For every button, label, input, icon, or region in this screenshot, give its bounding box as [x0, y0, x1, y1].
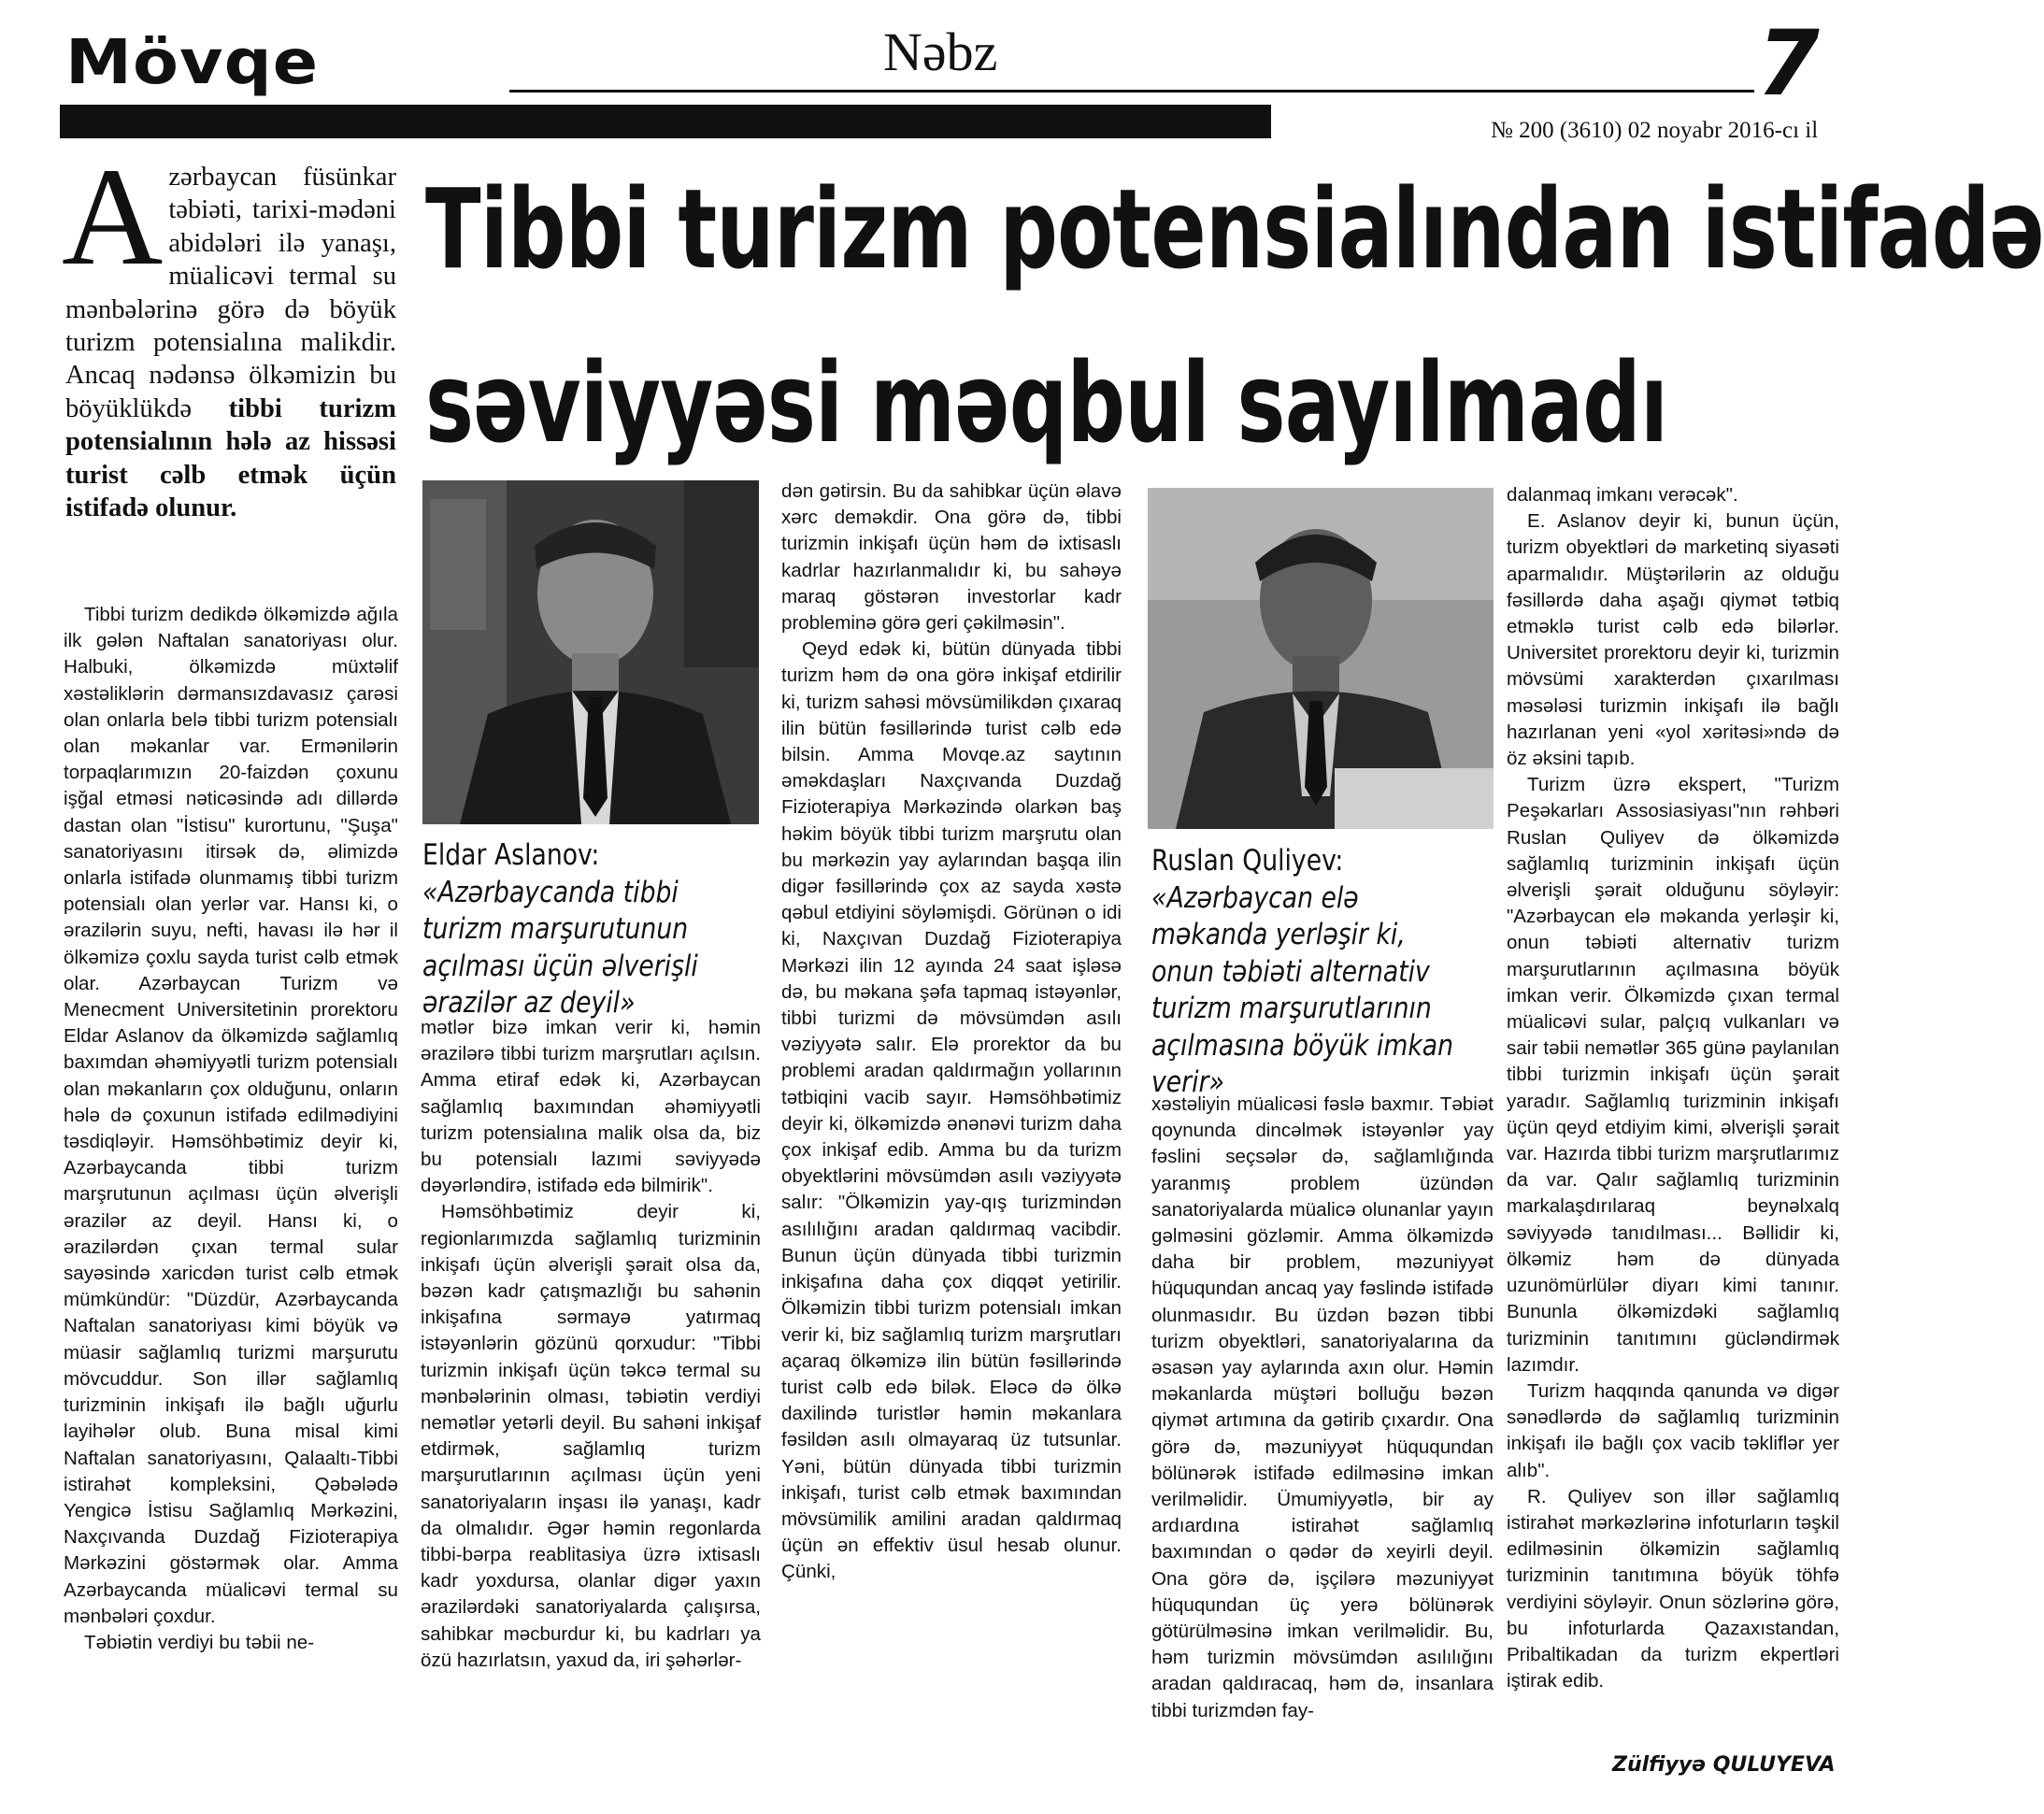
- paragraph: Turizm üzrə ekspert, "Turizm Peşəkarları Assosiasiyası"nın rəhbəri Ruslan Quliyev də ölkəmizdə sağlamlıq turizminin inkişafı üçün əlverişli şərait olduğunu söyləyir: "Azərbaycan elə məkanda yerləşir ki, onun təbiəti alternativ turizm marşurutlarının açılmasına böyük imkan verir. Ölkəmizdə çıxan termal müalicəvi sular, palçıq vulkanları və sair təbii nemətlər 365 günə paylanılan tibbi turizmin inkişafı üçün şərait yaradır. Sağlamlıq turizminin inkişafı üçün qeyd etdiyim kimi, əlverişli şərait var. Hazırda tibbi turizm marşrutlarımız da var. Qalır sağlamlıq turizminin markalaşdırılaraq beynəlxalq səviyyədə tanıdılması... Bəllidir ki, ölkəmiz həm də dünyada uzunömürlülər diyarı kimi tanınır. Bununla ölkəmizdəki sağlamlıq turizminin tanıtımını gücləndirmək lazımdır.: [1507, 774, 1839, 1376]
- column-4: [1151, 1092, 1494, 1724]
- headline-line-1: Tibbi turizm potensialından istifadə: [425, 164, 2044, 293]
- pull-quote-2: [1151, 843, 1453, 1102]
- paragraph: mətlər bizə imkan verir ki, həmin ərazilərə tibbi turizm marşrutları açılsın. Amma etiraf edək ki, Azərbaycan sağlamlıq baxımından əhəmiyyətli turizm potensialına malik olsa da, biz bu potensialı lazımi səviyyədə dəyərləndirə, istifadə edə bilmirik".: [421, 1017, 761, 1197]
- quote-line: verir»: [1151, 1065, 1224, 1099]
- headline-line-2: səviyyəsi məqbul sayılmadı: [425, 338, 1668, 467]
- quote-line: «Azərbaycan elə: [1151, 880, 1359, 915]
- author-byline: Zülfiyyə QULUYEVA: [1612, 1753, 1836, 1777]
- column-5: [1507, 482, 1839, 1694]
- paragraph: dalanmaq imkanı verəcək".: [1507, 484, 1738, 506]
- paragraph: Təbiətin verdiyi bu təbii ne-: [84, 1631, 315, 1653]
- paragraph: Qeyd edək ki, bütün dünyada tibbi turizm həm də ona görə inkişaf etdirilir ki, turizm sahəsi mövsümilikdən çıxaraq ilin bütün fəsillərində turist cəlb edə bilsin. Amma Movqe.az saytının əməkdaşları Naxçıvanda Duzdağ Fizioterapiya Mərkəzində olarkən baş həkim böyük tibbi turizm marşrutu olan bu mərkəzin yay aylarından başqa ilin digər fəsillərində çox az sayda xəstə qəbul etdiyini söyləmişdi. Görünən o idi ki, Naxçıvan Duzdağ Fizioterapiya Mərkəzi ilin 12 ayında 24 saat işləsə də, bu məkana şəfa tapmaq istəyənlər, tibbi turizmi də mövsümdən asılı vəziyyətə salır. Elə prorektor da bu problemi aradan qaldırmağın yollarının tətbiqini vacib sayır. Həmsöhbətimiz deyir ki, ölkəmizdə ənənəvi turizm daha çox inkişaf edib. Amma bu da turizm obyektlərini mövsümdən asılı vəziyyətə salır: "Ölkəmizin yay-qış turizmindən asılılığını aradan qaldırmaq vacibdir. Bunun üçün dünyada tibbi turizmin inkişafına daha çox diqqət yetirilir. Ölkəmizin tibbi turizm potensialı imkan verir ki, biz sağlamlıq turizm marşrutları açaraq ölkəmizə ilin bütün fəsillərində turist cəlb edə bilək. Eləcə də ölkə daxilində turistlər həmin məkanlara fəsildən asılı olmayaraq üz tutsunlar. Yəni, bütün dünyada tibbi turizmin inkişafı, turist cəlb etmək baxımından mövsümilik amilini aradan qaldırmaq üçün ən effektiv üsul hesab olunur. Çünki,: [781, 638, 1122, 1583]
- portrait-photo-ruslan-quliyev: [1148, 488, 1494, 829]
- lead-text: zərbaycan füsünkar təbiəti, tarixi-mədəni abidələri ilə yanaşı, müalicəvi termal su mənbələrinə görə də böyük turizm potensialına malikdir. Ancaq nədənsə ölkəmizin bu böyüklükdə: [65, 163, 396, 423]
- quote-speaker: Ruslan Quliyev:: [1151, 844, 1344, 878]
- paragraph: Turizm haqqında qanunda və digər sənədlərdə də sağlamlıq turizminin inkişafı ilə bağlı çox vacib təkliflər yer alıb".: [1507, 1379, 1839, 1481]
- quote-line: turizm marşurutlarının: [1151, 992, 1432, 1025]
- paragraph: E. Aslanov deyir ki, bunun üçün, turizm obyektləri də marketinq siyasəti aparmalıdır. Müştərilərin az olduğu fəsillərdə daha aşağı qiymət tətbiq etməklə turist cəlb edə bilərlər. Universitet prorektoru deyir ki, turizmin mövsümi xarakterdən çıxarılması məsələsi turizmin inkişafı ilə bağlı hazırlanan yeni «yol xəritəsi»ndə də öz əksini tapıb.: [1507, 510, 1839, 770]
- column-1: [64, 602, 398, 1656]
- quote-line: «Azərbaycanda tibbi: [422, 875, 679, 909]
- issue-info: № 200 (3610) 02 noyabr 2016-cı il: [1491, 118, 1819, 143]
- paragraph: Həmsöhbətimiz deyir ki, regionlarımızda sağlamlıq turizminin inkişafı üçün əlverişli şərait olsa da, bəzən kadr çatışmazlığı bu sahənin inkişafına sərmayə yatırmaq istəyənlərin gözünü qorxudur: "Tibbi turizmin inkişafı üçün təkcə termal su mənbələrinin olması, təbiətin verdiyi nemətlər yetərli deyil. Bu sahəni inkişaf etdirmək, sağlamlıq turizm marşurutlarının açılması üçün yeni sanatoriyaların inşası ilə yanaşı, kadr da olmalıdır. Əgər həmin regonlarda tibbi-bərpa reablitasiya üzrə ixtisaslı kadr yoxdursa, olanlar digər yaxın ərazilərdəki sanatoriyalarda çalışırsa, sahibkar məcburdur ki, bu kadrları ya özü hazırlatsın, yaxud da, iri şəhərlər-: [421, 1201, 761, 1671]
- portrait-photo-eldar-aslanov: [422, 480, 759, 824]
- column-2: [421, 1015, 761, 1674]
- paragraph: Tibbi turizm dedikdə ölkəmizdə ağıla ilk gələn Naftalan sanatoriyası olur. Halbuki, ölkəmizdə müxtəlif xəstəliklərin dərmansızdavasız çarəsi olan onlarla belə tibbi turizm potensialı olan məkanlar var. Ermənilərin torpaqlarımızın 20-faizdən çoxunu işğal etməsi nəticəsində adı dillərdə dastan olan "İstisu" kurortunu, "Şuşa" sanatoriyasını itirsək də, əlimizdə onlarla istifadə olunmamış tibbi turizm potensialı olan yerlər var. Hansı ki, o ərazilərin suyu, nefti, havası ilə hər il ölkəmizə çoxlu sayda turist cəlb etmək olar. Azərbaycan Turizm və Menecment Universitetinin prorektoru Eldar Aslanov da ölkəmizdə sağlamlıq baxımdan əhəmiyyətli turizm potensialı olan məkanların çox olduğunu, onların hələ də çoxunun istifadə edilmədiyini təsdiqləyir. Həmsöhbətimiz deyir ki, Azərbaycanda tibbi turizm marşrutunun açılması üçün əlverişli ərazilər az deyil. Hansı ki, o ərazilərdən çıxan termal sular sayəsində xaricdən turist cəlb etmək mümkündür: "Düzdür, Azərbaycanda Naftalan sanatoriyası kimi böyük və müasir sağlamlıq turizmi marşurutu mövcuddur. Son illər sağlamlıq turizminin inkişafı ilə bağlı uğurlu layihələr olub. Buna misal kimi Naftalan sanatoriyasını, Qalaaltı-Tibbi istirahət kompleksini, Qəbələdə Yengicə İstisu Sağlamlıq Mərkəzini, Naxçıvanda Duzdağ Fizioterapiya Mərkəzini göstərmək olar. Amma Azərbaycanda müalicəvi termal su mənbələri çoxdur.: [64, 604, 398, 1627]
- header-bar: [60, 105, 1271, 138]
- section-title: Mövqe: [65, 26, 320, 98]
- quote-line: onun təbiəti alternativ: [1151, 954, 1430, 989]
- paragraph: xəstəliyin müalicəsi fəslə baxmır. Təbiət qoynunda dincəlmək istəyənlər yay fəslini seçsələr də, sağlamlığında yaranmış problem üzündən sanatoriyalarda müalicə olunanlar yayın gəlməsini gözləmir. Amma ölkəmizdə daha bir problem, məzuniyyət hüququndan ancaq yay fəslində istifadə olunmasıdır. Bu üzdən bəzən tibbi turizm obyektləri, sanatoriyalarına da əsasən yay aylarında axın olur. Həmin məkanlarda müştəri bolluğu bəzən qiymət artımına da gətirib çıxardır. Ona görə də, məzuniyyət hüququndan bölünərək istifadə edilməsinə imkan verilməlidir. Ümumiyyətlə, bir ay ardıardına istirahət sağlamlıq baxımından o qədər də xeyirli deyil. Ona görə də, işçilərə məzuniyyət hüququndan üç yerə bölünərək götürülməsinə imkan verilməlidir. Bu, həm turizmin mövsümdən asılılığını aradan qaldıracaq, həm də, insanlara tibbi turizmdən fay-: [1151, 1093, 1494, 1721]
- drop-cap: A: [62, 139, 164, 294]
- paragraph: dən gətirsin. Bu da sahibkar üçün əlavə xərc deməkdir. Ona görə də, tibbi turizmin inkişafı üçün həm də ixtisaslı kadrlar hazırlanmalıdır ki, bu sahəyə maraq göstərən investorlar kadr probleminə görə geri çəkilməsin".: [781, 480, 1122, 635]
- paragraph: R. Quliyev son illər sağlamlıq istirahət mərkəzlərinə infoturların təşkil edilməsinin ölkəmizin sağlamlıq turizminin tanıtımına böyük töhfə verdiyini söyləyir. Onun sözlərinə görə, bu infoturlarda Qazaxıstandan, Pribaltikadan da turizm ekpertləri iştirak edib.: [1507, 1485, 1839, 1693]
- header-rule: [509, 90, 1754, 93]
- quote-line: ərazilər az deyil»: [422, 986, 636, 1020]
- lead-paragraph: [62, 139, 396, 524]
- quote-line: açılması üçün əlverişli: [422, 949, 698, 983]
- quote-line: məkanda yerləşir ki,: [1151, 918, 1406, 951]
- quote-line: açılmasına böyük imkan: [1151, 1028, 1453, 1063]
- page-number: 7: [1757, 11, 1820, 116]
- newspaper-name: Nəbz: [883, 21, 998, 82]
- quote-line: turizm marşurutunun: [422, 912, 689, 946]
- pull-quote-1: [422, 837, 698, 1022]
- column-3: [781, 478, 1122, 1586]
- quote-speaker: Eldar Aslanov:: [422, 838, 600, 872]
- lead-text-bold: tibbi turizm potensialının hələ az hissəsi turist cəlb etmək üçün istifadə olunur.: [65, 393, 396, 523]
